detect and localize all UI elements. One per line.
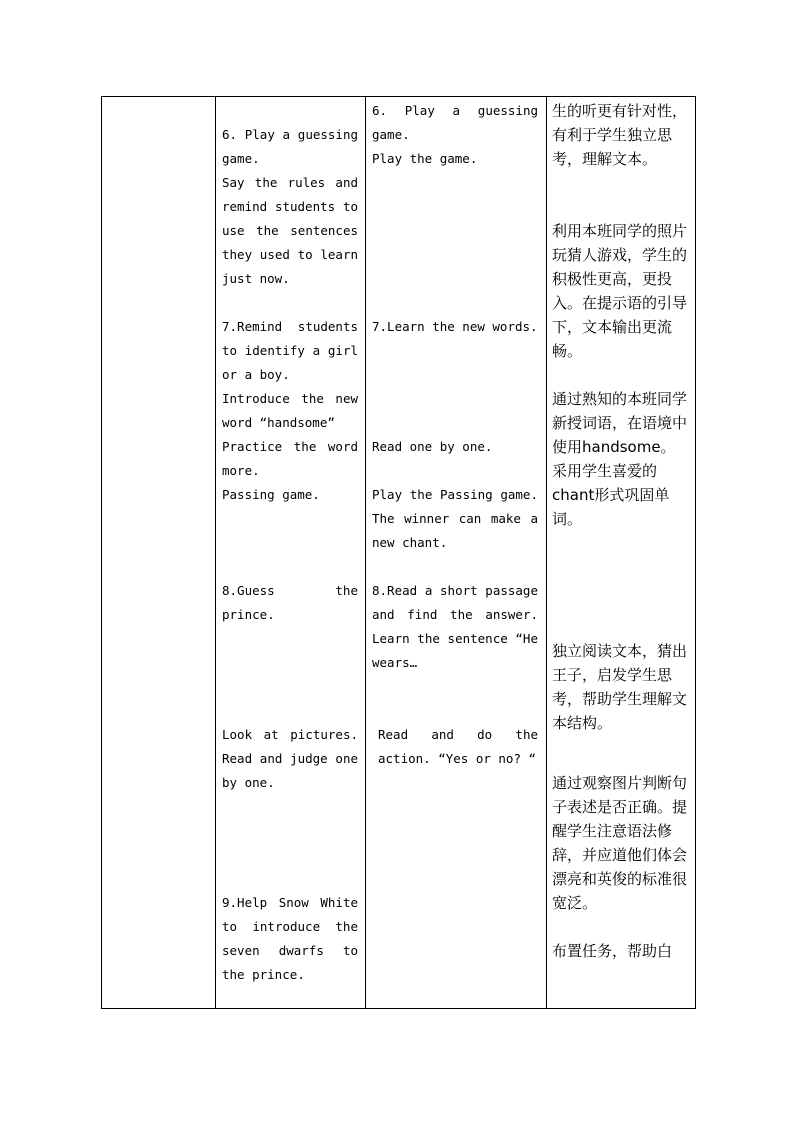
- purpose-4: 独立阅读文本，猜出王子，启发学生思考，帮助学生理解文本结构。: [552, 642, 688, 732]
- stage-cell: [102, 97, 215, 1008]
- teacher-step9-title: 9.Help Snow White to introduce the seven dwarfs to the prince.: [222, 895, 358, 982]
- teacher-step7-title: 7.Remind students to identify a girl or a boy.: [222, 319, 358, 382]
- purpose-1: 生的听更有针对性，有利于学生独立思考，理解文本。: [552, 102, 688, 168]
- teacher-step7-practice: Practice the word more.: [222, 439, 358, 478]
- lesson-plan-table: [101, 96, 696, 1009]
- column-divider: [546, 97, 547, 1008]
- teacher-step8-look: Look at pictures. Read and judge one by one.: [222, 727, 358, 790]
- purpose-5: 通过观察图片判断句子表述是否正确。提醒学生注意语法修辞，并应道他们体会漂亮和英俊的标准很宽泛。: [552, 774, 688, 912]
- teacher-step6-title: 6. Play a guessing game.: [222, 127, 358, 166]
- column-divider: [215, 97, 216, 1008]
- student-step7-read: Read one by one.: [372, 439, 493, 454]
- purpose-2: 利用本班同学的照片玩猜人游戏，学生的积极性更高，更投入。在提示语的引导下，文本输出更流畅。: [552, 222, 688, 360]
- student-step6-title: 6. Play a guessing game.: [372, 103, 538, 142]
- student-step8-action: Read and do the action. “Yes or no? “: [378, 727, 538, 766]
- column-divider: [365, 97, 366, 1008]
- teacher-step6-body: Say the rules and remind students to use the sentences they used to learn just now.: [222, 175, 358, 286]
- student-step6-body: Play the game.: [372, 151, 478, 166]
- purpose-6: 布置任务，帮助白: [552, 942, 673, 960]
- purpose-3: 通过熟知的本班同学新授词语，在语境中使用handsome。采用学生喜爱的chant形式巩固单词。: [552, 390, 688, 528]
- student-step8-title: 8.Read a short passage and find the answer. Learn the sentence “He wears…: [372, 583, 538, 670]
- student-step7-title: 7.Learn the new words.: [372, 319, 538, 334]
- purpose-cell: [552, 99, 688, 963]
- teacher-step8-title: 8.Guess the prince.: [222, 583, 358, 622]
- teacher-activities-cell: [222, 123, 358, 987]
- teacher-step7-intro: Introduce the new word “handsome”: [222, 391, 358, 430]
- student-step7-game: Play the Passing game. The winner can make a new chant.: [372, 487, 538, 550]
- student-activities-cell: [372, 99, 538, 771]
- teacher-step7-game: Passing game.: [222, 487, 320, 502]
